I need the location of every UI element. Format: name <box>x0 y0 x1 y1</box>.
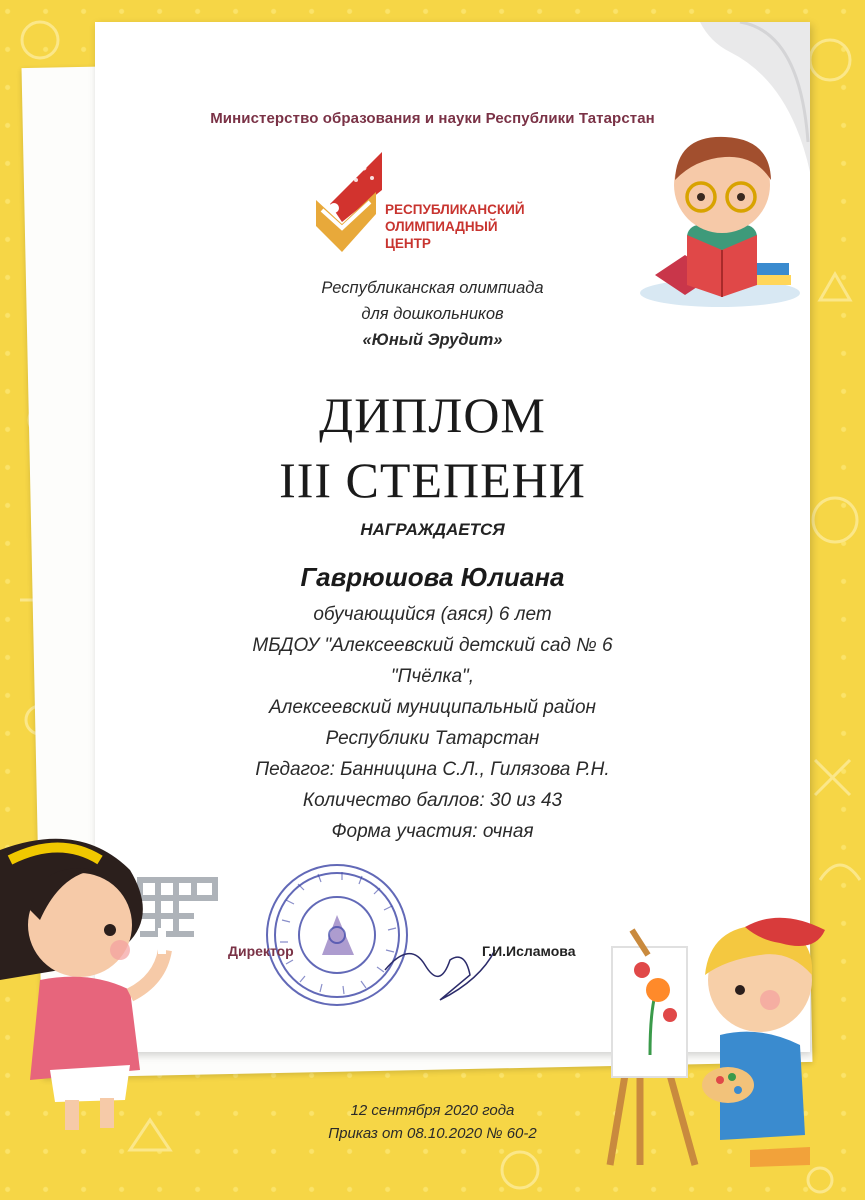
olympiad-line-2: для дошкольников <box>361 305 504 323</box>
recipient-name: Гаврюшова Юлиана <box>300 562 565 592</box>
olympiad-center-logo <box>312 152 384 256</box>
district: Алексеевский муниципальный район <box>268 697 597 718</box>
director-signature <box>380 920 500 1010</box>
reading-boy-illustration <box>625 125 800 315</box>
recipient-age: обучающийся (аяся) 6 лет <box>313 604 552 625</box>
ministry-title: Министерство образования и науки Республики Татарстан <box>210 110 655 127</box>
school-line-2: "Пчёлка", <box>390 666 475 687</box>
score: Количество баллов: 30 из 43 <box>302 790 563 811</box>
olympiad-line-1: Республиканская олимпиада <box>321 279 544 297</box>
olympiad-name: «Юный Эрудит» <box>362 331 503 349</box>
school-line-1: МБДОУ "Алексеевский детский сад № 6 <box>252 635 613 656</box>
logo-text <box>385 201 525 252</box>
diploma-title: ДИПЛОМ <box>319 387 546 443</box>
issue-date: 12 сентября 2020 года <box>350 1102 515 1119</box>
logo-line-2: ОЛИМПИАДНЫЙ <box>385 219 498 234</box>
diploma-degree: III СТЕПЕНИ <box>279 452 586 508</box>
director-name: Г.И.Исламова <box>482 943 576 959</box>
participation-form: Форма участия: очная <box>331 821 534 842</box>
painter-boy-illustration <box>600 915 840 1170</box>
girl-with-chalk-illustration <box>0 830 230 1140</box>
logo-line-1: РЕСПУБЛИКАНСКИЙ <box>385 202 525 217</box>
order-number: Приказ от 08.10.2020 № 60-2 <box>328 1125 537 1142</box>
awarded-label: НАГРАЖДАЕТСЯ <box>360 520 505 539</box>
logo-line-3: ЦЕНТР <box>385 236 431 251</box>
teachers: Педагог: Банницина С.Л., Гилязова Р.Н. <box>255 759 610 780</box>
republic: Республики Татарстан <box>325 728 540 749</box>
director-label: Директор <box>228 943 294 959</box>
